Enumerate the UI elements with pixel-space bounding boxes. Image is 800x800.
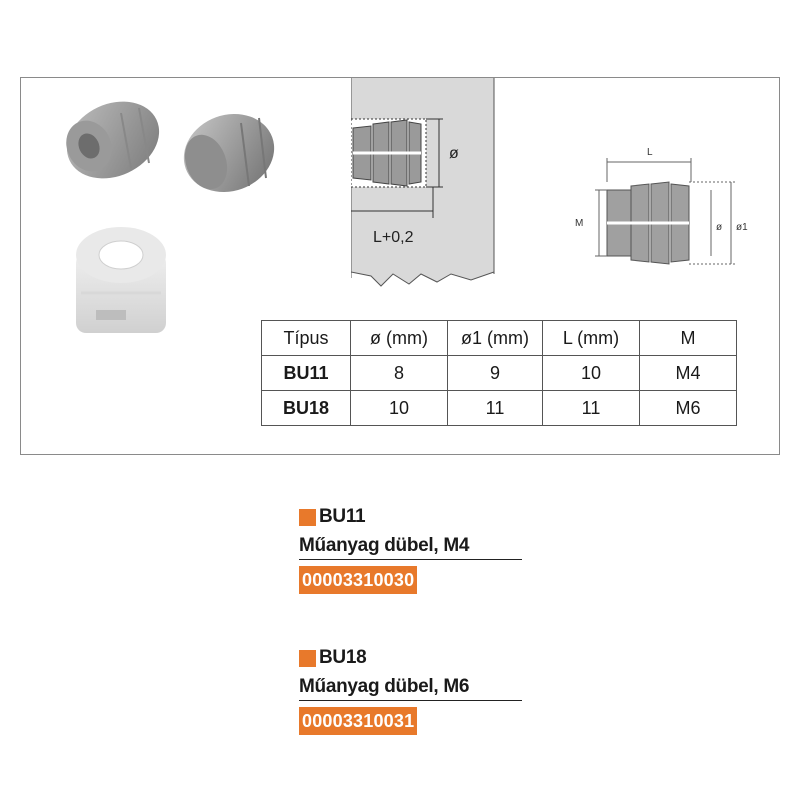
product-description: Műanyag dübel, M6 [299, 674, 522, 701]
cell-diameter1: 9 [448, 356, 543, 391]
header-diameter: ø (mm) [351, 321, 448, 356]
cell-thread: M4 [640, 356, 737, 391]
dim-m-label: M [575, 218, 584, 229]
cell-length: 10 [543, 356, 640, 391]
product-heading [299, 646, 522, 670]
header-diameter1: ø1 (mm) [448, 321, 543, 356]
cell-diameter1: 11 [448, 391, 543, 426]
cell-length: 11 [543, 391, 640, 426]
cell-diameter: 8 [351, 356, 448, 391]
product-bu18 [299, 646, 522, 735]
cell-type: BU11 [262, 356, 351, 391]
dowel-photo-3 [76, 227, 166, 333]
installation-diagram [351, 78, 501, 293]
cell-diameter: 10 [351, 391, 448, 426]
product-heading [299, 505, 522, 529]
dim-diameter-label: ø [449, 145, 459, 162]
table-row [262, 391, 737, 426]
article-number-badge: 00003310031 [299, 707, 417, 735]
table-header-row [262, 321, 737, 356]
product-description: Műanyag dübel, M4 [299, 533, 522, 560]
product-code: BU18 [319, 647, 367, 668]
orange-square-icon [299, 509, 316, 526]
dowel-photo-1 [54, 87, 171, 193]
table-row [262, 356, 737, 391]
article-number-badge: 00003310030 [299, 566, 417, 594]
dim-d1-label: ø1 [736, 222, 748, 233]
product-code: BU11 [319, 506, 366, 527]
dim-l-label: L [647, 147, 653, 158]
orange-square-icon [299, 650, 316, 667]
cell-type: BU18 [262, 391, 351, 426]
header-type: Típus [262, 321, 351, 356]
spec-table [261, 320, 737, 426]
dim-d-label: ø [716, 222, 723, 233]
dimension-diagram [561, 138, 761, 278]
header-thread: M [640, 321, 737, 356]
cell-thread: M6 [640, 391, 737, 426]
product-info-panel [20, 77, 780, 455]
dowel-photo-2 [173, 102, 285, 205]
header-length: L (mm) [543, 321, 640, 356]
product-bu11 [299, 505, 522, 594]
dim-length-label: L+0,2 [373, 229, 414, 246]
